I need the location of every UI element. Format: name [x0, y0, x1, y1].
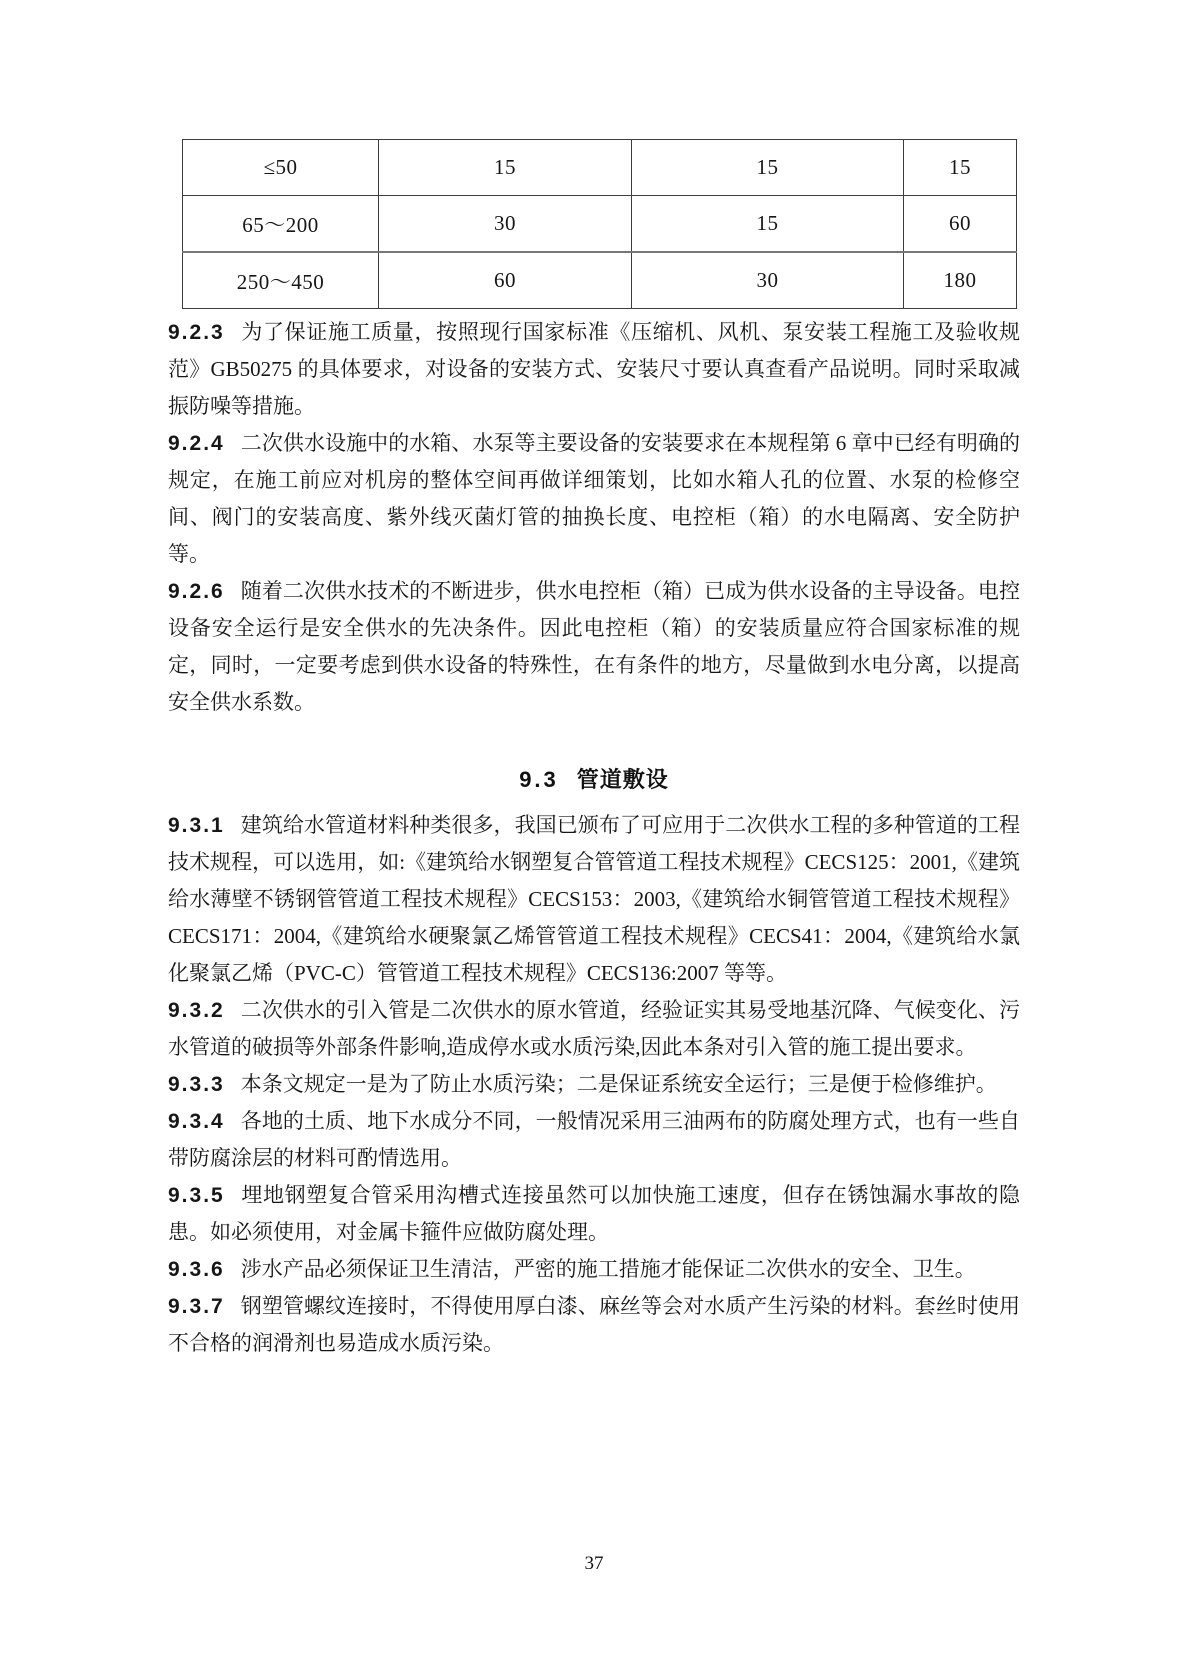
table-cell: 30: [632, 252, 904, 309]
clause-paragraph: [168, 425, 1020, 573]
page-number: 37: [584, 1553, 604, 1574]
document-body: [168, 314, 1020, 1362]
clause-paragraph: [168, 1103, 1020, 1177]
clause-number: 9.3.4: [168, 1110, 225, 1133]
clause-paragraph: [168, 314, 1020, 425]
clause-number: 9.3.5: [168, 1184, 225, 1207]
table-cell: 60: [379, 252, 632, 309]
heading-title: 管道敷设: [576, 767, 669, 792]
clause-paragraph: [168, 1251, 1020, 1288]
clause-paragraph: [168, 573, 1020, 721]
clause-text: 涉水产品必须保证卫生清洁，严密的施工措施才能保证二次供水的安全、卫生。: [240, 1257, 976, 1281]
table-row: [183, 196, 1017, 253]
table-cell: 250～450: [183, 252, 379, 309]
table-body: [183, 140, 1017, 309]
clause-number: 9.2.4: [168, 432, 225, 455]
clause-text: 各地的土质、地下水成分不同，一般情况采用三油两布的防腐处理方式，也有一些自带防腐涂层的材料可酌情选用。: [168, 1109, 1020, 1170]
clause-number: 9.2.6: [168, 580, 225, 603]
clause-number: 9.3.6: [168, 1258, 225, 1281]
clause-paragraph: [168, 1288, 1020, 1362]
table-cell: 180: [904, 252, 1017, 309]
clause-text: 埋地钢塑复合管采用沟槽式连接虽然可以加快施工速度，但存在锈蚀漏水事故的隐患。如必须使用，对金属卡箍件应做防腐处理。: [168, 1183, 1020, 1244]
section-heading: [168, 761, 1020, 798]
clause-text: 本条文规定一是为了防止水质污染；二是保证系统安全运行；三是便于检修维护。: [240, 1072, 997, 1096]
table-cell: 15: [632, 140, 904, 196]
clause-paragraph: [168, 992, 1020, 1066]
table-cell: 30: [379, 196, 632, 253]
table-cell: 15: [379, 140, 632, 196]
clause-paragraph: [168, 1177, 1020, 1251]
clause-text: 为了保证施工质量，按照现行国家标准《压缩机、风机、泵安装工程施工及验收规范》GB50275 的具体要求，对设备的安装方式、安装尺寸要认真查看产品说明。同时采取减振防噪等措施。: [168, 320, 1020, 418]
clause-text: 钢塑管螺纹连接时，不得使用厚白漆、麻丝等会对水质产生污染的材料。套丝时使用不合格的润滑剂也易造成水质污染。: [168, 1294, 1020, 1355]
clause-number: 9.3.1: [168, 814, 225, 837]
clause-text: 建筑给水管道材料种类很多，我国已颁布了可应用于二次供水工程的多种管道的工程技术规程，可以选用，如:《建筑给水钢塑复合管管道工程技术规程》CECS125：2001,《建筑给水薄壁不锈钢管管道工程技术规程》CECS153：2003,《建筑给水铜管管道工程技术规程》CECS171：2004,《建筑给水硬聚氯乙烯管管道工程技术规程》CECS41：2004,《建筑给水氯化聚氯乙烯（PVC-C）管管道工程技术规程》CECS136:2007 等等。: [168, 813, 1020, 985]
clause-number: 9.2.3: [168, 321, 225, 344]
table-row: [183, 252, 1017, 309]
table-cell: 65～200: [183, 196, 379, 253]
table-cell: 15: [632, 196, 904, 253]
clause-number: 9.3.7: [168, 1295, 225, 1318]
clause-paragraph: [168, 807, 1020, 992]
clause-paragraph: [168, 1066, 1020, 1103]
table-cell: 15: [904, 140, 1017, 196]
clause-text: 二次供水的引入管是二次供水的原水管道，经验证实其易受地基沉降、气候变化、污水管道的破损等外部条件影响,造成停水或水质污染,因此本条对引入管的施工提出要求。: [168, 998, 1020, 1059]
page-content: [168, 139, 1020, 1362]
continuation-table: [182, 139, 1017, 309]
heading-number: 9.3: [519, 767, 559, 792]
clause-text: 随着二次供水技术的不断进步，供水电控柜（箱）已成为供水设备的主导设备。电控设备安全运行是安全供水的先决条件。因此电控柜（箱）的安装质量应符合国家标准的规定，同时，一定要考虑到供水设备的特殊性，在有条件的地方，尽量做到水电分离，以提高安全供水系数。: [168, 579, 1020, 714]
table-cell: ≤50: [183, 140, 379, 196]
clause-number: 9.3.2: [168, 999, 225, 1022]
table-cell: 60: [904, 196, 1017, 253]
table-row: [183, 140, 1017, 196]
clause-text: 二次供水设施中的水箱、水泵等主要设备的安装要求在本规程第 6 章中已经有明确的规定，在施工前应对机房的整体空间再做详细策划，比如水箱人孔的位置、水泵的检修空间、阀门的安装高度、紫外线灭菌灯管的抽换长度、电控柜（箱）的水电隔离、安全防护等。: [168, 431, 1020, 566]
clause-number: 9.3.3: [168, 1073, 225, 1096]
